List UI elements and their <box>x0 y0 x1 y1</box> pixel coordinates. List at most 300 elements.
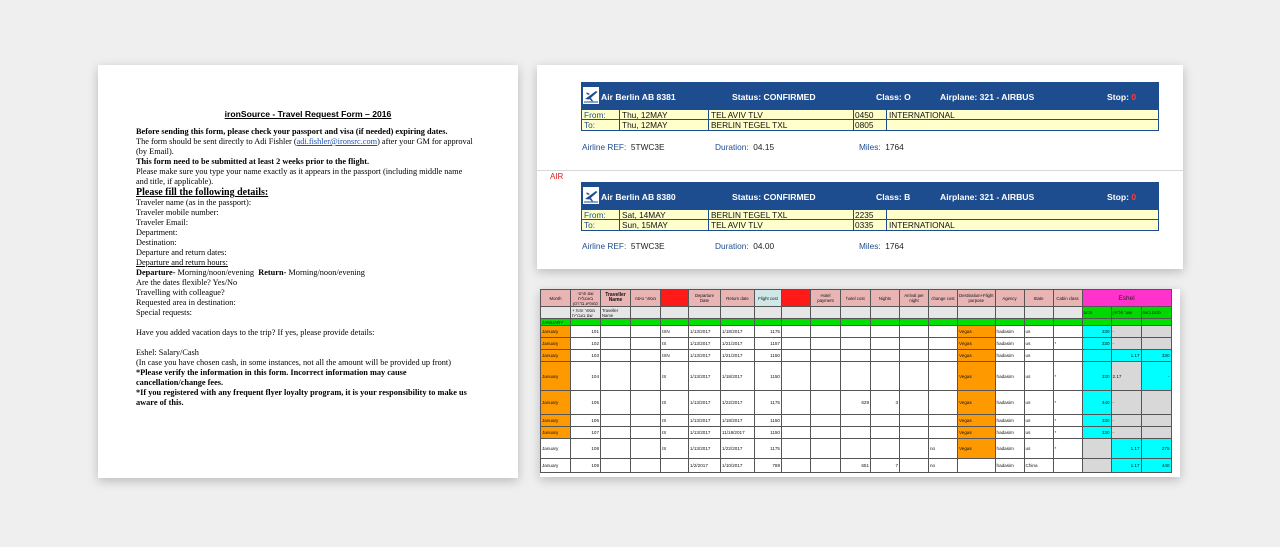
travel-request-form-document <box>98 65 518 478</box>
column-header: Nights <box>871 290 900 307</box>
table-cell[interactable]: China <box>1024 459 1053 473</box>
subheader-row <box>541 307 1172 319</box>
departure-label: Departure- <box>136 268 176 277</box>
table-cell[interactable]: us <box>1024 415 1053 427</box>
field-traveler-email: Traveler Email: <box>136 218 188 227</box>
table-cell[interactable] <box>871 439 900 459</box>
section-divider <box>537 170 1183 171</box>
table-cell[interactable] <box>601 415 631 427</box>
to-place: BERLIN TEGEL TXL <box>711 120 788 130</box>
table-cell[interactable]: January <box>541 326 571 338</box>
table-cell[interactable] <box>1053 350 1082 362</box>
flight-from-row <box>581 209 1159 220</box>
table-cell[interactable]: 1/13/2017 <box>689 439 721 459</box>
table-row <box>541 439 1172 459</box>
table-cell[interactable] <box>631 350 661 362</box>
table-cell[interactable]: 1157 <box>755 338 782 350</box>
table-cell[interactable]: hadasim <box>995 350 1024 362</box>
table-cell[interactable]: Vegas <box>958 391 996 415</box>
table-cell[interactable] <box>811 415 841 427</box>
table-cell[interactable] <box>929 415 958 427</box>
table-cell[interactable]: Vegas <box>958 439 996 459</box>
table-cell[interactable]: IS <box>661 391 689 415</box>
table-cell[interactable]: hadasim <box>995 427 1024 439</box>
column-header: change cost <box>929 290 958 307</box>
flight-airplane: Airplane: 321 - AIRBUS <box>940 92 1035 102</box>
from-label: From: <box>584 110 606 120</box>
column-header <box>661 290 689 307</box>
table-cell[interactable]: hadasim <box>995 326 1024 338</box>
table-cell[interactable]: 330 <box>1141 350 1171 362</box>
table-cell[interactable] <box>601 350 631 362</box>
table-cell[interactable]: 1.17 <box>1111 439 1141 459</box>
table-cell[interactable] <box>871 338 900 350</box>
group-cell <box>1024 319 1053 326</box>
flight-duration <box>715 142 774 152</box>
table-cell[interactable]: 7 <box>871 459 900 473</box>
field-flexible: Are the dates flexible? Yes/No <box>136 278 238 287</box>
table-cell[interactable] <box>631 415 661 427</box>
table-cell[interactable] <box>1141 338 1171 350</box>
table-cell[interactable] <box>929 427 958 439</box>
field-departure-return <box>136 268 476 278</box>
table-cell[interactable]: 1150 <box>755 350 782 362</box>
table-cell[interactable]: 789 <box>755 459 782 473</box>
field-dates: Departure and return dates: <box>136 248 227 257</box>
table-cell[interactable]: 629 <box>841 391 871 415</box>
table-cell[interactable] <box>631 427 661 439</box>
table-cell[interactable] <box>1082 459 1111 473</box>
table-cell[interactable]: 1/2/2017 <box>689 459 721 473</box>
group-cell <box>995 319 1024 326</box>
loyalty-notice: *If you registered with any frequent flyer loyalty program, it is your responsibility to make us aware of this. <box>136 388 467 407</box>
table-cell[interactable]: 1.17 <box>1111 459 1141 473</box>
to-terminal: INTERNATIONAL <box>889 220 955 230</box>
subheader-cell <box>995 307 1024 319</box>
table-cell[interactable]: us <box>1024 362 1053 391</box>
flight-from-row <box>581 109 1159 120</box>
table-cell[interactable] <box>782 439 811 459</box>
table-cell[interactable]: Vegas <box>958 338 996 350</box>
table-cell[interactable] <box>841 338 871 350</box>
eshel-field: Eshel: Salary/Cash <box>136 348 199 357</box>
table-cell[interactable]: Vegas <box>958 427 996 439</box>
table-cell[interactable]: 651 <box>841 459 871 473</box>
table-cell[interactable] <box>601 326 631 338</box>
table-cell[interactable]: hadasim <box>995 439 1024 459</box>
table-cell[interactable]: 106 <box>571 415 601 427</box>
subheader-cell <box>661 307 689 319</box>
group-cell <box>1141 319 1171 326</box>
table-cell[interactable] <box>811 350 841 362</box>
table-cell[interactable] <box>1141 326 1171 338</box>
table-cell[interactable]: 1/13/2017 <box>689 362 721 391</box>
table-cell[interactable]: January <box>541 415 571 427</box>
table-cell[interactable]: hadasim <box>995 362 1024 391</box>
table-cell[interactable] <box>601 362 631 391</box>
stop-label: Stop: <box>1107 92 1129 102</box>
table-cell[interactable]: ISN <box>661 350 689 362</box>
table-cell[interactable]: 1150 <box>755 362 782 391</box>
field-traveler-name: Traveler name (as in the passport): <box>136 198 252 207</box>
table-cell[interactable]: 11/18/2017 <box>721 427 755 439</box>
table-cell[interactable]: January <box>541 427 571 439</box>
subheader-cell <box>929 307 958 319</box>
table-cell[interactable] <box>1141 415 1171 427</box>
table-cell[interactable] <box>661 459 689 473</box>
table-cell[interactable]: - <box>1111 427 1141 439</box>
flight-duration <box>715 241 774 251</box>
table-cell[interactable]: 102 <box>571 338 601 350</box>
table-cell[interactable]: ISN <box>661 326 689 338</box>
group-cell <box>1111 319 1141 326</box>
to-place: TEL AVIV TLV <box>711 220 763 230</box>
table-cell[interactable]: IS <box>661 427 689 439</box>
to-label: To: <box>584 220 596 230</box>
table-cell[interactable] <box>841 326 871 338</box>
table-cell[interactable]: 105 <box>571 391 601 415</box>
table-cell[interactable]: Vegas <box>958 362 996 391</box>
table-cell[interactable] <box>811 362 841 391</box>
table-cell[interactable] <box>631 439 661 459</box>
column-header: Traveller Name <box>601 290 631 307</box>
table-cell[interactable]: 330 <box>1082 326 1111 338</box>
table-cell[interactable]: 440 <box>1141 459 1171 473</box>
from-label: From: <box>584 210 606 220</box>
table-cell[interactable]: * <box>1053 362 1082 391</box>
table-cell[interactable]: 1/18/2017 <box>721 362 755 391</box>
column-header: Departure Date <box>689 290 721 307</box>
table-cell[interactable]: 1175 <box>755 326 782 338</box>
table-cell[interactable] <box>1053 459 1082 473</box>
table-cell[interactable]: us <box>1024 427 1053 439</box>
field-destination: Destination: <box>136 238 177 247</box>
column-header: hotel cost <box>841 290 871 307</box>
table-cell[interactable]: * <box>1053 391 1082 415</box>
table-cell[interactable] <box>601 427 631 439</box>
table-cell[interactable]: hadasim <box>995 391 1024 415</box>
table-cell[interactable] <box>631 338 661 350</box>
group-cell <box>601 319 631 326</box>
field-department: Department: <box>136 228 178 237</box>
table-cell[interactable]: us <box>1024 391 1053 415</box>
table-row <box>541 338 1172 350</box>
table-cell[interactable] <box>871 427 900 439</box>
table-cell[interactable]: 1150 <box>755 427 782 439</box>
table-cell[interactable] <box>900 427 929 439</box>
table-row <box>541 415 1172 427</box>
table-cell[interactable]: January <box>541 350 571 362</box>
table-cell[interactable]: 1/21/2017 <box>721 350 755 362</box>
table-cell[interactable]: 1/13/2017 <box>689 391 721 415</box>
table-cell[interactable]: 440 <box>1082 391 1111 415</box>
subheader-cell <box>1024 307 1053 319</box>
table-cell[interactable]: 1/13/2017 <box>689 415 721 427</box>
table-cell[interactable] <box>871 362 900 391</box>
table-cell[interactable] <box>841 427 871 439</box>
group-cell <box>1053 319 1082 326</box>
duration-value: 04.00 <box>753 241 775 251</box>
table-cell[interactable]: 330 <box>1082 427 1111 439</box>
subheader-cell <box>755 307 782 319</box>
group-cell <box>929 319 958 326</box>
table-cell[interactable] <box>601 338 631 350</box>
duration-label: Duration: <box>715 142 749 152</box>
table-row <box>541 350 1172 362</box>
table-cell[interactable] <box>900 459 929 473</box>
column-header: Agency <box>995 290 1024 307</box>
table-cell[interactable] <box>900 350 929 362</box>
flight-class: Class: O <box>876 92 911 102</box>
table-cell[interactable] <box>601 459 631 473</box>
table-cell[interactable]: January <box>541 391 571 415</box>
table-cell[interactable]: 1/18/2017 <box>721 326 755 338</box>
group-cell <box>721 319 755 326</box>
group-cell <box>661 319 689 326</box>
table-cell[interactable]: 1/10/2017 <box>721 459 755 473</box>
table-cell[interactable] <box>811 427 841 439</box>
table-cell[interactable] <box>631 326 661 338</box>
flight-name: Air Berlin AB 8381 <box>601 92 676 102</box>
table-cell[interactable]: Vegas <box>958 415 996 427</box>
table-cell[interactable] <box>841 439 871 459</box>
return-options: Morning/noon/evening <box>286 268 365 277</box>
table-cell[interactable]: 103 <box>571 350 601 362</box>
group-cell <box>782 319 811 326</box>
table-cell[interactable] <box>871 350 900 362</box>
table-cell[interactable] <box>900 391 929 415</box>
column-header: Arrival per night <box>900 290 929 307</box>
subheader-cell <box>871 307 900 319</box>
miles-value: 1764 <box>885 241 904 251</box>
table-cell[interactable]: hadasim <box>995 338 1024 350</box>
ref-value: 5TWC3E <box>630 142 665 152</box>
subheader-cell: סכום <box>1082 307 1111 319</box>
column-header: Hotel payment <box>811 290 841 307</box>
table-cell[interactable] <box>811 459 841 473</box>
table-row <box>541 391 1172 415</box>
table-cell[interactable] <box>900 326 929 338</box>
send-instructions-text-end: ) after your GM for approval (by Email). <box>136 137 473 156</box>
to-date: Sun, 15MAY <box>622 220 668 230</box>
table-cell[interactable] <box>871 415 900 427</box>
return-label: Return- <box>258 268 287 277</box>
table-cell[interactable]: - <box>1111 326 1141 338</box>
group-cell <box>755 319 782 326</box>
subheader-cell <box>631 307 661 319</box>
column-header: מספר טיסה <box>631 290 661 307</box>
flight-status: Status: CONFIRMED <box>732 192 816 202</box>
table-cell[interactable] <box>811 326 841 338</box>
table-cell[interactable] <box>631 391 661 415</box>
passport-notice: Before sending this form, please check your passport and visa (if needed) expiring dates. <box>136 127 448 136</box>
table-cell[interactable] <box>782 350 811 362</box>
column-header <box>782 290 811 307</box>
table-cell[interactable]: 330 <box>1082 338 1111 350</box>
table-cell[interactable] <box>841 362 871 391</box>
table-cell[interactable]: 1/22/2017 <box>721 391 755 415</box>
table-cell[interactable]: IS <box>661 338 689 350</box>
flight-stops <box>1107 192 1136 202</box>
table-cell[interactable]: no <box>929 459 958 473</box>
group-cell <box>689 319 721 326</box>
table-cell[interactable] <box>929 350 958 362</box>
table-cell[interactable] <box>871 326 900 338</box>
table-cell[interactable]: 1/18/2017 <box>721 415 755 427</box>
table-cell[interactable]: 275 <box>1141 439 1171 459</box>
flight-miles <box>859 241 904 251</box>
table-cell[interactable]: 1/13/2017 <box>689 427 721 439</box>
table-cell[interactable] <box>929 362 958 391</box>
table-cell[interactable] <box>1141 427 1171 439</box>
table-cell[interactable]: January <box>541 459 571 473</box>
table-cell[interactable] <box>601 439 631 459</box>
table-cell[interactable] <box>811 391 841 415</box>
departure-options: Morning/noon/evening <box>175 268 255 277</box>
subheader-cell: שער חליפין <box>1111 307 1141 319</box>
table-cell[interactable]: IS <box>661 362 689 391</box>
table-cell[interactable]: IS <box>661 439 689 459</box>
table-cell[interactable] <box>1141 391 1171 415</box>
flight-status: Status: CONFIRMED <box>732 92 816 102</box>
field-area: Requested area in destination: <box>136 298 236 307</box>
miles-label: Miles: <box>859 142 881 152</box>
group-cell <box>1082 319 1111 326</box>
table-cell[interactable]: us <box>1024 326 1053 338</box>
table-cell[interactable] <box>900 439 929 459</box>
table-cell[interactable]: Vegas <box>958 326 996 338</box>
table-cell[interactable] <box>631 459 661 473</box>
group-cell: JANUARY <box>541 319 571 326</box>
table-cell[interactable] <box>841 415 871 427</box>
table-cell[interactable]: 1/13/2017 <box>689 350 721 362</box>
table-cell[interactable] <box>929 391 958 415</box>
to-time: 0335 <box>855 220 874 230</box>
expense-table <box>540 289 1172 473</box>
flight-segment-outbound <box>581 82 1159 131</box>
table-cell[interactable]: 104 <box>571 362 601 391</box>
table-cell[interactable]: 330 <box>1082 362 1111 391</box>
table-cell[interactable]: 1/13/2017 <box>689 338 721 350</box>
table-cell[interactable]: * <box>1053 439 1082 459</box>
table-cell[interactable] <box>900 415 929 427</box>
table-cell[interactable] <box>929 326 958 338</box>
flight-header-bar <box>581 82 1159 109</box>
ref-label: Airline REF: <box>582 142 627 152</box>
table-cell[interactable] <box>782 391 811 415</box>
flight-header-bar <box>581 182 1159 209</box>
table-cell[interactable]: January <box>541 439 571 459</box>
travel-expense-spreadsheet <box>540 289 1180 477</box>
table-cell[interactable]: - <box>1111 415 1141 427</box>
table-cell[interactable]: 1175 <box>755 391 782 415</box>
table-cell[interactable] <box>1082 439 1111 459</box>
table-cell[interactable] <box>782 415 811 427</box>
table-cell[interactable]: us <box>1024 350 1053 362</box>
column-header: Eshel <box>1082 290 1171 307</box>
table-cell[interactable]: 3 <box>871 391 900 415</box>
flight-miles <box>859 142 904 152</box>
from-date: Thu, 12MAY <box>622 110 668 120</box>
table-cell[interactable]: us <box>1024 338 1053 350</box>
table-cell[interactable]: * <box>1053 415 1082 427</box>
group-cell <box>631 319 661 326</box>
table-cell[interactable] <box>782 326 811 338</box>
subheader-cell <box>1053 307 1082 319</box>
table-cell[interactable]: - <box>1111 391 1141 415</box>
table-cell[interactable] <box>782 362 811 391</box>
table-cell[interactable]: * <box>1053 338 1082 350</box>
header-row <box>541 290 1172 307</box>
from-time: 2235 <box>855 210 874 220</box>
table-cell[interactable]: January <box>541 362 571 391</box>
table-cell[interactable]: Vegas <box>958 350 996 362</box>
table-cell[interactable] <box>1053 326 1082 338</box>
table-cell[interactable] <box>958 459 996 473</box>
table-cell[interactable]: 1/22/2017 <box>721 439 755 459</box>
table-row <box>541 326 1172 338</box>
table-cell[interactable] <box>601 391 631 415</box>
table-cell[interactable] <box>811 338 841 350</box>
table-cell[interactable] <box>900 338 929 350</box>
airplane-icon <box>583 187 599 204</box>
ref-value: 5TWC3E <box>630 241 665 251</box>
table-cell[interactable]: - <box>1141 362 1171 391</box>
table-cell[interactable]: no <box>929 439 958 459</box>
table-cell[interactable] <box>929 338 958 350</box>
table-cell[interactable]: 1/21/2017 <box>721 338 755 350</box>
table-cell[interactable] <box>900 362 929 391</box>
table-cell[interactable]: 108 <box>571 439 601 459</box>
flight-class: Class: B <box>876 192 911 202</box>
airline-ref <box>582 241 665 251</box>
table-cell[interactable] <box>782 338 811 350</box>
table-cell[interactable]: 109 <box>571 459 601 473</box>
table-cell[interactable]: 101 <box>571 326 601 338</box>
email-link[interactable]: adi.fishler@ironsrc.com <box>296 137 378 146</box>
table-cell[interactable]: IS <box>661 415 689 427</box>
table-cell[interactable]: 1/13/2017 <box>689 326 721 338</box>
table-cell[interactable]: 1.17 <box>1111 350 1141 362</box>
stop-label: Stop: <box>1107 192 1129 202</box>
column-header: Return date <box>721 290 755 307</box>
table-cell[interactable]: 330 <box>1082 415 1111 427</box>
table-cell[interactable]: January <box>541 338 571 350</box>
table-cell[interactable]: hadasim <box>995 459 1024 473</box>
from-date: Sat, 14MAY <box>622 210 666 220</box>
table-cell[interactable]: - <box>1111 338 1141 350</box>
table-cell[interactable]: * <box>1053 427 1082 439</box>
table-cell[interactable] <box>631 362 661 391</box>
field-hours: Departure and return hours: <box>136 258 228 267</box>
table-cell[interactable]: 107 <box>571 427 601 439</box>
table-cell[interactable]: 1175 <box>755 439 782 459</box>
table-cell[interactable] <box>841 350 871 362</box>
table-cell[interactable] <box>1082 350 1111 362</box>
from-place: BERLIN TEGEL TXL <box>711 210 788 220</box>
table-cell[interactable] <box>782 427 811 439</box>
table-cell[interactable]: us <box>1024 439 1053 459</box>
stop-value: 0 <box>1131 192 1137 202</box>
table-cell[interactable]: 2.17 <box>1111 362 1141 391</box>
flight-itinerary-document <box>537 65 1183 269</box>
table-cell[interactable]: 1150 <box>755 415 782 427</box>
table-cell[interactable]: hadasim <box>995 415 1024 427</box>
table-cell[interactable] <box>811 439 841 459</box>
table-cell[interactable] <box>782 459 811 473</box>
air-section-label: AIR <box>550 172 564 181</box>
subheader-cell <box>721 307 755 319</box>
